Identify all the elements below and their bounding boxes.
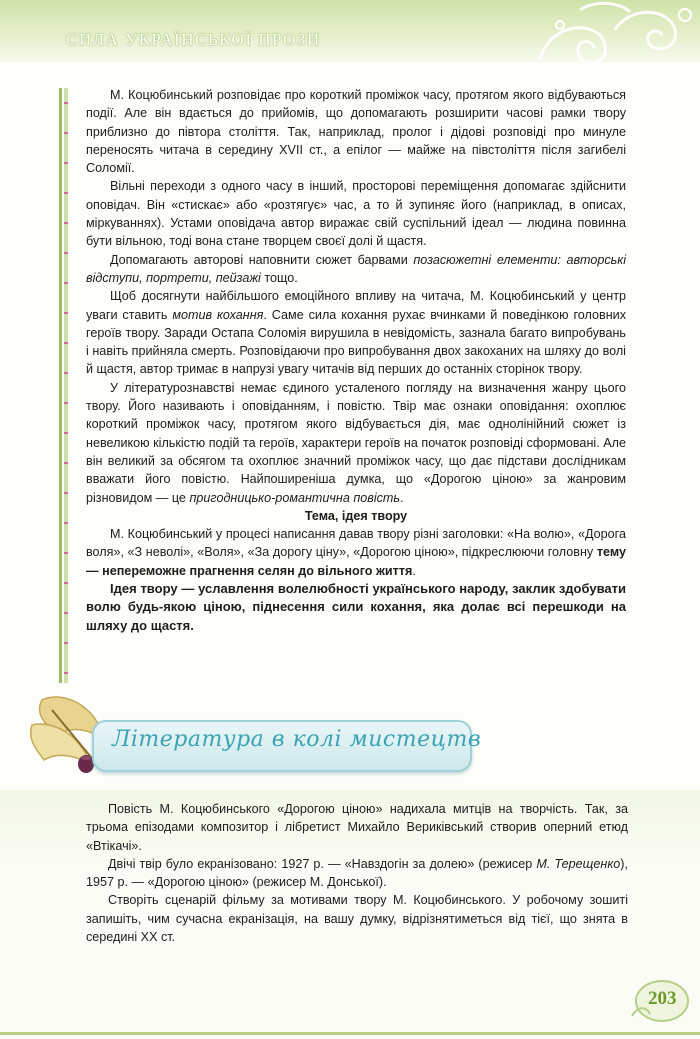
bottom-rule (0, 1032, 700, 1035)
running-header-title: СИЛА УКРАЇНСЬКОЇ ПРОЗИ (66, 30, 321, 49)
left-margin-stripe (59, 88, 62, 683)
paragraph-theme: М. Коцюбинський у процесі написання давав твору різні заголовки: «На волю», «Дорога воля», «З неволі», «Воля», «За дорогу ціну», «Дорогою ціною», підкреслюючи головну тему — непереможне прагнення селян до вільного життя. (86, 527, 626, 578)
paragraph-plot-elements: Допомагають авторові наповнити сюжет барвами позасюжетні елементи: авторські відступи, портрети, пейзажі тощо. (86, 252, 626, 285)
art-banner-title: Література в колі мистецтв (112, 727, 482, 752)
paragraph-time-span: М. Коцюбинський розповідає про короткий проміжок часу, протягом якого відбуваються події. Але він вдається до прийомів, що допомагають розширити часові рамки твору приблизно до півтора століття. Так, наприклад, пролог і дідові розповіді про минуле переносять читача в середину XVII ст., а епілог — майже на півстоліття після загибелі Соломії. (86, 88, 626, 176)
paragraph-films: Двічі твір було екранізовано: 1927 р. — «Навздогін за долею» (режисер М. Терещенко), 1957 р. — «Дорогою ціною» (режисер М. Донської). (86, 856, 628, 890)
paragraph-narrator: Вільні переходи з одного часу в інший, просторові переміщення допомагає здійснити оповідач. Він «стискає» або «розтягує» час, а то й зупиняє його (наприклад, в описах, міркуваннях). Устами оповідача автор виражає свій суспільний ідеал — людина повинна бути вільною, тоді вона стане творцем своєї долі й щастя. (86, 179, 626, 249)
swirl-ornament-icon (520, 0, 700, 90)
section-heading: Тема, ідея твору (304, 508, 408, 523)
art-text-block (86, 800, 628, 946)
paragraph-opera: Повість М. Коцюбинського «Дорогою ціною» надихала митців на творчість. Так, за трьома епізодами композитор і лібретист Михайло Вериківський створив оперний етюд «Втікачі». (86, 802, 628, 853)
paragraph-task: Створіть сценарій фільму за мотивами твору М. Коцюбинського. У робочому зошиті запишіть, чим сучасна екранізація, на вашу думку, відрізнятиметься від тієї, що знята в середині XX ст. (86, 893, 628, 945)
paragraph-love-motif: Щоб досягнути найбільшого емоційного впливу на читача, М. Коцюбинський у центр уваги ставить мотив кохання. Саме сила кохання рухає вчинками й поведінкою головних героїв твору. Заради Остапа Соломія вирушила в невідомість, зазнала багато випробувань і навіть прийняла смерть. Розповідаючи про випробування двох закоханих на шляху до волі й щастя, автор тримає в напрузі увагу читачів від перших до останніх сторінок твору. (86, 289, 626, 377)
page-number: 203 (648, 988, 677, 1009)
paragraph-genre: У літературознавстві немає єдиного усталеного погляду на визначення жанру цього твору. Його називають і оповіданням, і повістю. Твір має ознаки оповідання: охоплює короткий проміжок часу, протягом якого відбувається дія, має однолінійний сюжет із невеликою кількістю подій та героїв, характери героїв на початок розповіді сформовані. Але він великий за обсягом та охоплює значний проміжок часу, що дає підстави дослідникам вважати його повістю. Найпоширеніша думка, що «Дорогою ціною» за жанровим різновидом — це пригодницько-романтична повість. (86, 380, 626, 505)
left-margin-ticks (64, 88, 68, 683)
main-text-block (86, 86, 626, 635)
paragraph-idea: Ідея твору — уславлення волелюбності українського народу, заклик здобувати волю будь-якою ціною, піднесення сили кохання, яка долає всі перешкоди на шляху до щастя. (86, 581, 626, 633)
